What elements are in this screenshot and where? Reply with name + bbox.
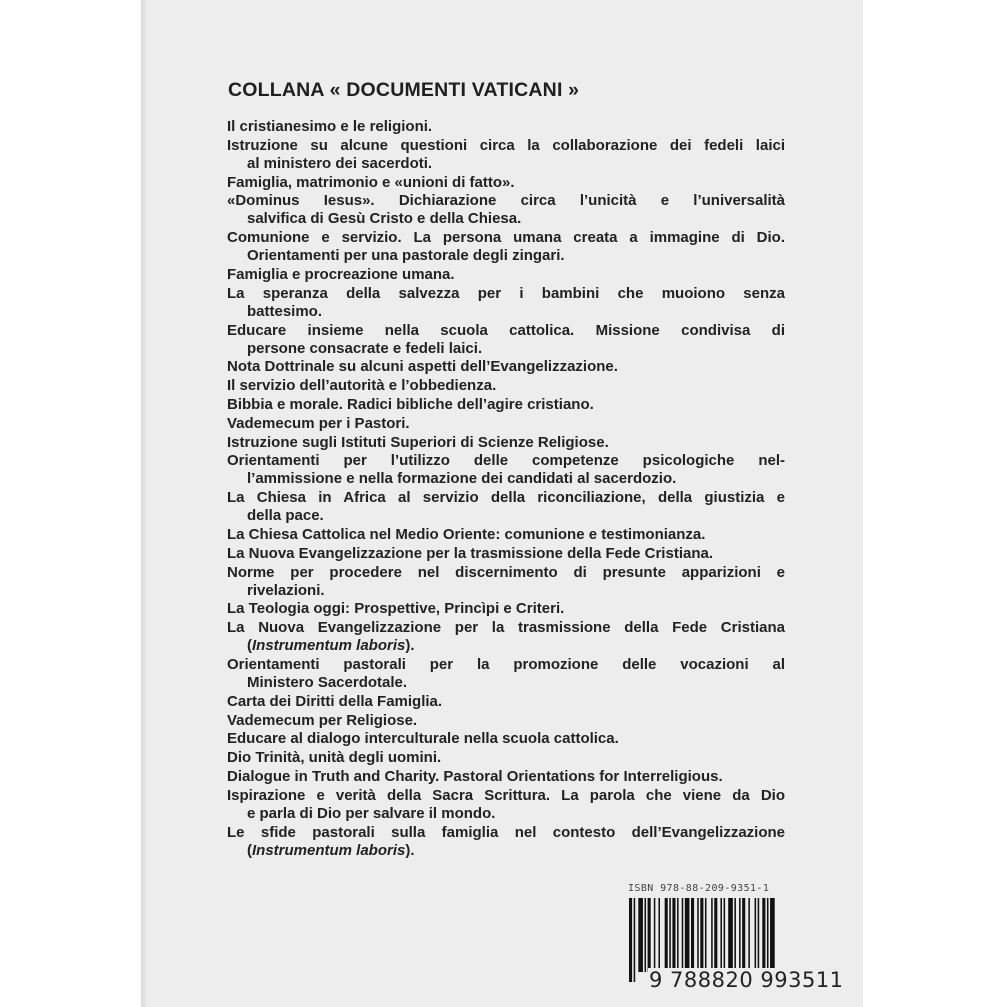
title-continuation-line: battesimo. <box>247 302 323 320</box>
title-item <box>227 229 785 265</box>
title-line: Vademecum per Religiose. <box>227 711 418 729</box>
title-item <box>227 656 785 692</box>
title-line: Orientamenti pastorali per la promozione delle vocazioni al <box>227 655 785 673</box>
title-line: Comunione e servizio. La persona umana creata a immagine di Dio. <box>227 229 785 247</box>
title-continuation-line: della pace. <box>247 507 324 525</box>
barcode-bar <box>654 898 656 972</box>
barcode-bar <box>677 898 679 972</box>
barcode-bar <box>658 898 660 972</box>
title-line: La speranza della salvezza per i bambini che muoiono senza <box>227 284 785 302</box>
title-line: Bibbia e morale. Radici bibliche dell’agire cristiano. <box>227 395 594 413</box>
barcode-bar <box>742 898 745 972</box>
title-line: Nota Dottrinale su alcuni aspetti dell’Evangelizzazione. <box>227 358 618 376</box>
title-line: Dialogue in Truth and Charity. Pastoral Orientations for Interreligious. <box>227 767 723 785</box>
title-line: La Teologia oggi: Prospettive, Princìpi e Criteri. <box>227 600 565 618</box>
barcode-bar <box>748 898 750 972</box>
title-line: Ispirazione e verità della Sacra Scrittura. La parola che viene da Dio <box>227 786 785 804</box>
barcode-bar <box>697 898 699 972</box>
title-item <box>227 787 785 823</box>
title-item <box>227 545 785 563</box>
title-line: Famiglia, matrimonio e «unioni di fatto». <box>227 173 515 191</box>
title-line: Dio Trinità, unità degli uomini. <box>227 749 442 767</box>
title-continuation-line: Ministero Sacerdotale. <box>247 673 408 691</box>
title-line: La Nuova Evangelizzazione per la trasmissione della Fede Cristiana. <box>227 544 713 562</box>
barcode-bar <box>739 898 741 972</box>
title-item <box>227 749 785 767</box>
barcode-bar <box>669 898 671 972</box>
title-continuation-line: salvifica di Gesù Cristo e della Chiesa. <box>247 210 522 228</box>
title-item <box>227 489 785 525</box>
title-line: La Chiesa in Africa al servizio della riconciliazione, della giustizia e <box>227 489 785 507</box>
title-line: Carta dei Diritti della Famiglia. <box>227 692 443 710</box>
isbn-text: ISBN 978-88-209-9351-1 <box>628 883 770 894</box>
title-line: Le sfide pastorali sulla famiglia nel contesto dell’Evangelizzazione <box>227 823 785 841</box>
barcode-bar <box>629 898 632 982</box>
title-continuation-line: (Instrumentum laboris). <box>247 637 415 655</box>
barcode-bar <box>672 898 675 972</box>
barcode-bar <box>682 898 684 972</box>
title-item <box>227 712 785 730</box>
barcode-bar <box>770 898 775 972</box>
title-line: Orientamenti per l’utilizzo delle competenze psicologiche nel- <box>227 452 785 470</box>
title-item <box>227 693 785 711</box>
title-item <box>227 322 785 358</box>
title-item <box>227 452 785 488</box>
title-line: Norme per procedere nel discernimento di presunte apparizioni e <box>227 563 785 581</box>
barcode-bar <box>758 898 760 972</box>
title-continuation-line: (Instrumentum laboris). <box>247 841 415 859</box>
title-item <box>227 415 785 433</box>
title-line: «Dominus Iesus». Dichiarazione circa l’unicità e l’universalità <box>227 192 785 210</box>
barcode-bar <box>634 898 636 982</box>
barcode-bar <box>728 898 733 972</box>
title-item <box>227 619 785 655</box>
title-item <box>227 118 785 136</box>
barcode-bar <box>734 898 736 972</box>
title-item <box>227 600 785 618</box>
title-item <box>227 768 785 786</box>
title-item <box>227 137 785 173</box>
title-item <box>227 377 785 395</box>
title-item <box>227 730 785 748</box>
title-item <box>227 434 785 452</box>
title-continuation-line: Orientamenti per una pastorale degli zingari. <box>247 247 565 265</box>
title-item <box>227 285 785 321</box>
title-line: Istruzione sugli Istituti Superiori di Scienze Religiose. <box>227 433 609 451</box>
title-line: Famiglia e procreazione umana. <box>227 265 455 283</box>
barcode-bar <box>691 898 694 972</box>
title-item <box>227 564 785 600</box>
title-line: La Nuova Evangelizzazione per la trasmissione della Fede Cristiana <box>227 619 785 637</box>
series-heading: COLLANA « DOCUMENTI VATICANI » <box>228 79 580 101</box>
title-item <box>227 358 785 376</box>
title-line: Vademecum per i Pastori. <box>227 414 410 432</box>
barcode-bar <box>648 898 651 972</box>
barcode-bar <box>645 898 647 972</box>
barcode-bar <box>767 898 769 972</box>
title-item <box>227 192 785 228</box>
barcode-bar <box>714 898 717 972</box>
title-line: La Chiesa Cattolica nel Medio Oriente: comunione e testimonianza. <box>227 525 706 543</box>
title-item <box>227 824 785 860</box>
title-continuation-line: e parla di Dio per salvare il mondo. <box>247 804 496 822</box>
barcode-bar <box>762 898 765 972</box>
title-continuation-line: rivelazioni. <box>247 581 325 599</box>
barcode-number: 9 788820 993511 <box>649 968 844 992</box>
title-line: Educare insieme nella scuola cattolica. Missione condivisa di <box>227 321 785 339</box>
title-line: Il servizio dell’autorità e l’obbedienza. <box>227 377 497 395</box>
barcode-bar <box>755 898 757 972</box>
title-line: Educare al dialogo interculturale nella scuola cattolica. <box>227 730 619 748</box>
title-continuation-line: l’ammissione e nella formazione dei candidati al sacerdozio. <box>247 470 677 488</box>
title-line: Istruzione su alcune questioni circa la collaborazione dei fedeli laici <box>227 136 785 154</box>
barcode-bar <box>665 898 668 972</box>
title-item <box>227 396 785 414</box>
barcode-bar <box>638 898 643 972</box>
title-continuation-line: al ministero dei sacerdoti. <box>247 154 433 172</box>
barcode-bar <box>724 898 726 972</box>
title-item <box>227 266 785 284</box>
barcode-bar <box>700 898 703 972</box>
series-title-list <box>227 118 785 860</box>
title-item <box>227 174 785 192</box>
cover-edge-shadow <box>141 0 147 1007</box>
title-continuation-line: persone consacrate e fedeli laici. <box>247 339 483 357</box>
barcode-bar <box>685 898 690 972</box>
title-item <box>227 526 785 544</box>
barcode-bar <box>720 898 722 972</box>
title-line: Il cristianesimo e le religioni. <box>227 118 433 135</box>
